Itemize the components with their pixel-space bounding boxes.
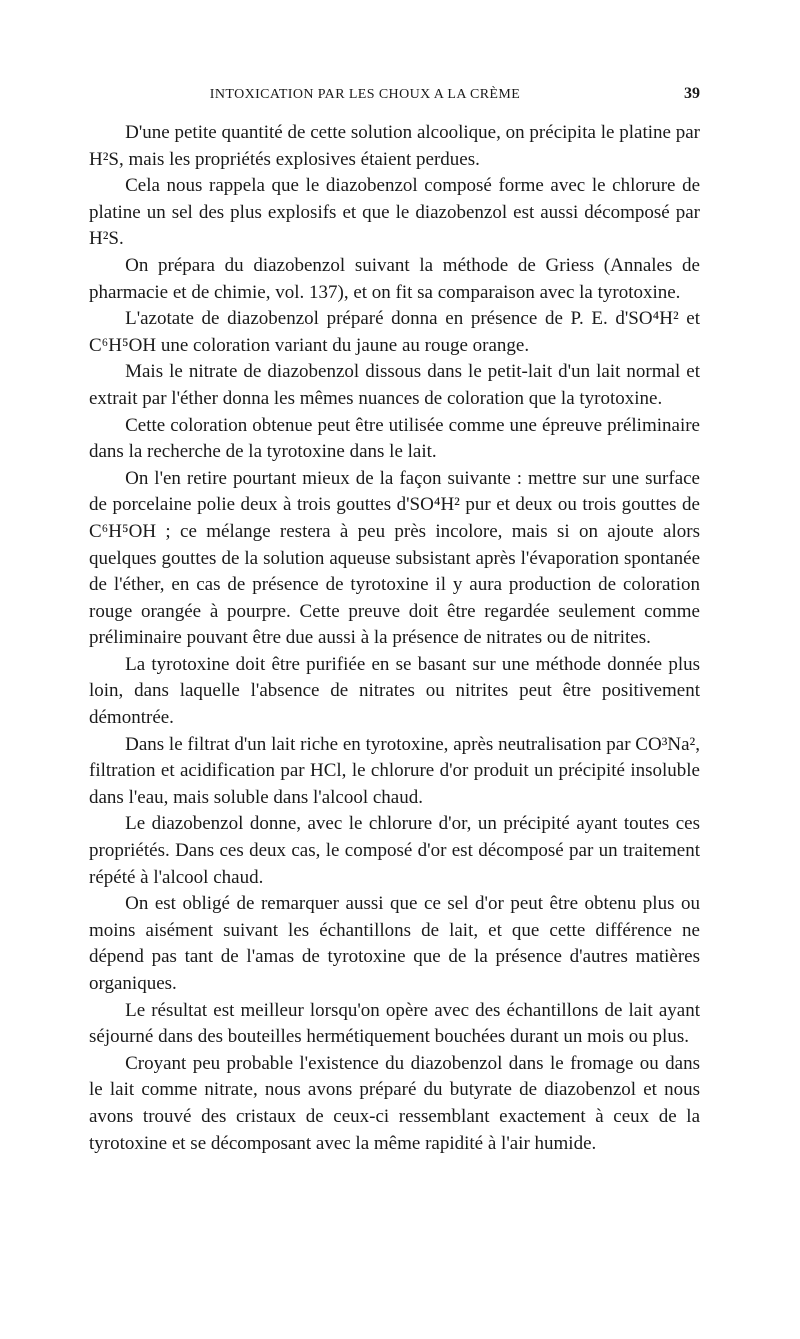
body-text xyxy=(89,120,700,1157)
paragraph: On l'en retire pourtant mieux de la façon suivante : mettre sur une surface de porcelaine polie deux à trois gouttes d'SO⁴H² pur et deux ou trois gouttes de C⁶H⁵OH ; ce mélange restera à peu près incolore, mais si on ajoute alors quelques gouttes de la solution aqueuse subsistant après l'évaporation spontanée de l'éther, en cas de présence de tyrotoxine il y aura production de coloration rouge orangée à pourpre. Cette preuve doit être regardée seulement comme préliminaire pouvant être due aussi à la présence de nitrates ou de nitrites. xyxy=(89,467,700,649)
paragraph: On prépara du diazobenzol suivant la méthode de Griess (Annales de pharmacie et de chimie, vol. 137), et on fit sa comparaison avec la tyrotoxine. xyxy=(89,254,700,303)
paragraph: Croyant peu probable l'existence du diazobenzol dans le fromage ou dans le lait comme nitrate, nous avons préparé du butyrate de diazobenzol et nous avons trouvé des cristaux de ceux-ci ressemblant exactement à ceux de la tyrotoxine et se décomposant avec la même rapidité à l'air humide. xyxy=(89,1052,700,1154)
paragraph: Cette coloration obtenue peut être utilisée comme une épreuve préliminaire dans la recherche de la tyrotoxine dans le lait. xyxy=(89,414,700,463)
paragraph: On est obligé de remarquer aussi que ce sel d'or peut être obtenu plus ou moins aisément suivant les échantillons de lait, et que cette différence ne dépend pas tant de l'amas de tyrotoxine que de la présence d'autres matières organiques. xyxy=(89,893,700,994)
paragraph: L'azotate de diazobenzol préparé donna en présence de P. E. d'SO⁴H² et C⁶H⁵OH une coloration variant du jaune au rouge orange. xyxy=(89,308,700,356)
paragraph: La tyrotoxine doit être purifiée en se basant sur une méthode donnée plus loin, dans laquelle l'absence de nitrates ou nitrites peut être positivement démontrée. xyxy=(89,653,700,729)
paragraph: Le diazobenzol donne, avec le chlorure d'or, un précipité ayant toutes ces propriétés. Dans ces deux cas, le composé d'or est décomposé par un traitement répété à l'alcool chaud. xyxy=(89,813,700,888)
paragraph: Mais le nitrate de diazobenzol dissous dans le petit-lait d'un lait normal et extrait par l'éther donna les mêmes nuances de coloration que la tyrotoxine. xyxy=(89,361,700,409)
paragraph: Dans le filtrat d'un lait riche en tyrotoxine, après neutralisation par CO³Na², filtration et acidification par HCl, le chlorure d'or produit un précipité insoluble dans l'eau, mais soluble dans l'alcool chaud. xyxy=(89,733,700,808)
running-title: INTOXICATION PAR LES CHOUX A LA CRÈME xyxy=(209,87,521,102)
paragraph: D'une petite quantité de cette solution alcoolique, on précipita le platine par H²S, mais les propriétés explosives étaient perdues. xyxy=(89,122,700,170)
paragraph: Le résultat est meilleur lorsqu'on opère avec des échantillons de lait ayant séjourné dans des bouteilles hermétiquement bouchées durant un mois ou plus. xyxy=(89,999,700,1048)
paragraph: Cela nous rappela que le diazobenzol composé forme avec le chlorure de platine un sel des plus explosifs et que le diazobenzol est aussi décomposé par H²S. xyxy=(89,175,700,250)
page-number: 39 xyxy=(684,85,700,102)
running-header xyxy=(90,84,700,110)
